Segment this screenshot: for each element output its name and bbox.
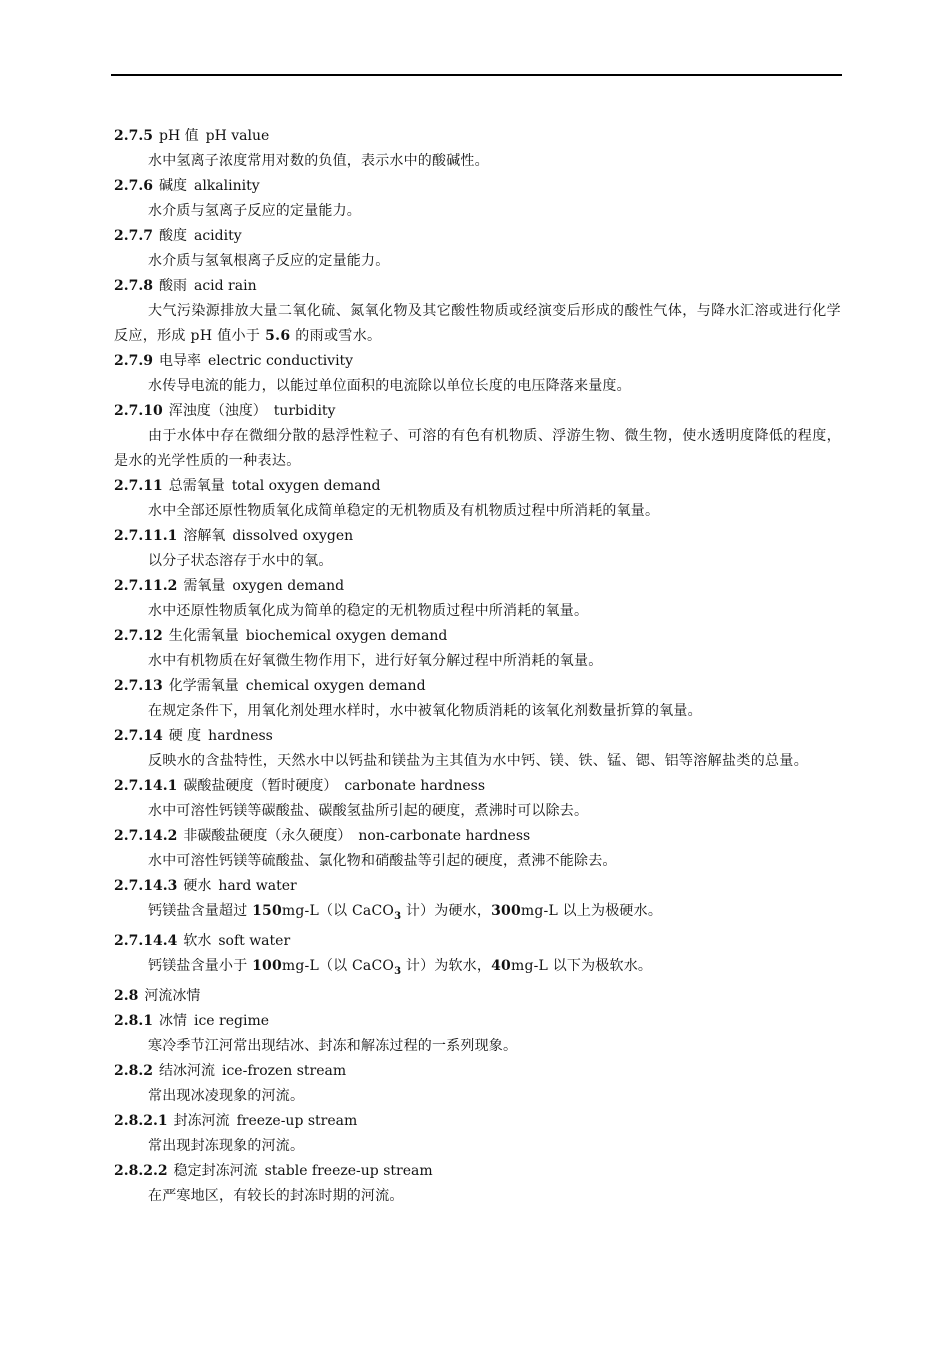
entry-hard-water: [114, 874, 841, 929]
term-en: hardness: [208, 728, 273, 744]
term-definition: 反映水的含盐特性，天然水中以钙盐和镁盐为主其值为水中钙、镁、铁、锰、锶、铝等溶解盐类的总量。: [148, 753, 809, 769]
term-number: 2.7.14.1: [114, 778, 178, 794]
definition-text: mg-L 以下为极软水。: [510, 957, 653, 974]
entry-chemical-oxygen-demand: [114, 674, 841, 724]
term-zh: 碳酸盐硬度（暂时硬度）: [183, 778, 338, 794]
section-heading-river-ice: [114, 984, 841, 1009]
term-heading: [114, 1109, 841, 1134]
term-heading: [114, 724, 841, 749]
term-en: pH value: [205, 128, 270, 144]
entry-hardness: [114, 724, 841, 774]
header-rule: [111, 74, 842, 76]
term-definition: 水介质与氢氧根离子反应的定量能力。: [148, 253, 390, 269]
term-en: dissolved oxygen: [232, 528, 354, 544]
term-heading: [114, 524, 841, 549]
document-body: [114, 124, 841, 1209]
term-number: 2.7.9: [114, 353, 153, 369]
term-number: 2.7.6: [114, 178, 153, 194]
term-zh: 生化需氧量: [168, 628, 239, 644]
entry-ice-regime: [114, 1009, 841, 1059]
term-definition: [114, 899, 841, 929]
term-heading: [114, 124, 841, 149]
term-number: 2.7.7: [114, 228, 153, 244]
term-heading: [114, 399, 841, 424]
entry-acidity: [114, 224, 841, 274]
hardness-value: 150: [252, 903, 282, 919]
entry-dissolved-oxygen: [114, 524, 841, 574]
term-definition: [114, 299, 841, 349]
term-number: 2.7.8: [114, 278, 153, 294]
entry-freeze-up-stream: [114, 1109, 841, 1159]
term-en: carbonate hardness: [344, 778, 486, 794]
term-number: 2.7.14: [114, 728, 163, 744]
term-number: 2.7.11: [114, 478, 163, 494]
term-heading: [114, 824, 841, 849]
term-definition: 水中有机物质在好氧微生物作用下，进行好氧分解过程中所消耗的氧量。: [148, 653, 603, 669]
term-zh: 电导率: [158, 353, 201, 369]
term-number: 2.8.1: [114, 1012, 153, 1029]
term-heading: [114, 224, 841, 249]
term-zh: 需氧量: [183, 578, 226, 594]
term-en: acid rain: [193, 278, 257, 294]
term-zh: 溶解氧: [183, 528, 226, 544]
section-number: 2.8: [114, 987, 139, 1004]
definition-text: mg-L（以 CaCO: [281, 957, 395, 974]
term-heading: [114, 1059, 841, 1084]
term-zh: pH 值: [158, 128, 199, 144]
term-heading: [114, 174, 841, 199]
term-heading: [114, 474, 841, 499]
entry-carbonate-hardness: [114, 774, 841, 824]
term-zh: 封冻河流: [173, 1112, 230, 1129]
term-number: 2.8.2.1: [114, 1112, 168, 1129]
term-zh: 浑浊度（浊度）: [168, 403, 267, 419]
ph-threshold-value: 5.6: [265, 328, 291, 344]
term-zh: 冰情: [158, 1012, 187, 1029]
term-heading: [114, 274, 841, 299]
term-number: 2.7.5: [114, 128, 153, 144]
entry-soft-water: [114, 929, 841, 984]
term-en: non-carbonate hardness: [358, 828, 531, 844]
term-zh: 硬水: [183, 878, 212, 894]
definition-text: 钙镁盐含量小于: [148, 957, 253, 974]
term-number: 2.7.13: [114, 678, 163, 694]
term-number: 2.7.11.1: [114, 528, 178, 544]
term-number: 2.7.10: [114, 403, 163, 419]
term-en: ice regime: [193, 1012, 270, 1029]
term-definition: 水传导电流的能力，以能过单位面积的电流除以单位长度的电压降落来量度。: [148, 378, 631, 394]
term-zh: 硬 度: [168, 728, 202, 744]
term-en: freeze-up stream: [236, 1112, 358, 1129]
term-en: ice-frozen stream: [221, 1062, 347, 1079]
term-en: turbidity: [273, 403, 336, 419]
entry-ph-value: [114, 124, 841, 174]
term-definition: 水中全部还原性物质氧化成简单稳定的无机物质及有机物质过程中所消耗的氧量。: [148, 503, 660, 519]
term-heading: [114, 874, 841, 899]
term-zh: 软水: [183, 932, 212, 949]
term-en: chemical oxygen demand: [245, 678, 426, 694]
term-zh: 碱度: [158, 178, 187, 194]
term-definition: 水中可溶性钙镁等碳酸盐、碳酸氢盐所引起的硬度，煮沸时可以除去。: [148, 803, 589, 819]
term-number: 2.7.12: [114, 628, 163, 644]
term-heading: [114, 349, 841, 374]
term-en: acidity: [193, 228, 242, 244]
definition-text: 的雨或雪水。: [290, 328, 382, 344]
term-heading: [114, 929, 841, 954]
term-definition: 在严寒地区，有较长的封冻时期的河流。: [148, 1187, 404, 1204]
term-en: biochemical oxygen demand: [245, 628, 448, 644]
entry-non-carbonate-hardness: [114, 824, 841, 874]
definition-text: 计）为软水，: [401, 957, 492, 974]
term-number: 2.7.11.2: [114, 578, 178, 594]
entry-total-oxygen-demand: [114, 474, 841, 524]
term-zh: 酸度: [158, 228, 187, 244]
term-zh: 酸雨: [158, 278, 187, 294]
hardness-value: 40: [491, 957, 511, 974]
entry-oxygen-demand: [114, 574, 841, 624]
term-definition: 水中氢离子浓度常用对数的负值，表示水中的酸碱性。: [148, 153, 489, 169]
entry-turbidity: [114, 399, 841, 474]
term-number: 2.8.2.2: [114, 1162, 168, 1179]
definition-text: 钙镁盐含量超过: [148, 903, 253, 919]
term-definition: 常出现冰凌现象的河流。: [148, 1087, 305, 1104]
term-en: hard water: [218, 878, 297, 894]
entry-stable-freeze-up-stream: [114, 1159, 841, 1209]
term-zh: 结冰河流: [158, 1062, 215, 1079]
term-definition: 由于水体中存在微细分散的悬浮性粒子、可溶的有色有机物质、浮游生物、微生物，使水透明度降低的程度，是水的光学性质的一种表达。: [114, 428, 841, 469]
term-en: oxygen demand: [232, 578, 345, 594]
term-definition: 水介质与氢离子反应的定量能力。: [148, 203, 361, 219]
term-number: 2.7.14.4: [114, 932, 178, 949]
hardness-value: 300: [491, 903, 521, 919]
term-definition: 水中可溶性钙镁等硫酸盐、氯化物和硝酸盐等引起的硬度，煮沸不能除去。: [148, 853, 617, 869]
term-number: 2.7.14.2: [114, 828, 178, 844]
term-definition: 以分子状态溶存于水中的氧。: [148, 553, 333, 569]
term-heading: [114, 674, 841, 699]
term-heading: [114, 774, 841, 799]
definition-text: 计）为硬水，: [401, 903, 492, 919]
term-heading: [114, 1159, 841, 1184]
definition-text: mg-L 以上为极硬水。: [520, 903, 663, 919]
subscript-value: 3: [394, 910, 402, 922]
entry-biochemical-oxygen-demand: [114, 624, 841, 674]
term-definition: 在规定条件下，用氧化剂处理水样时，水中被氧化物质消耗的该氧化剂数量折算的氧量。: [148, 703, 702, 719]
term-en: soft water: [218, 932, 291, 949]
term-en: total oxygen demand: [231, 478, 381, 494]
definition-text: mg-L（以 CaCO: [281, 903, 395, 919]
term-en: electric conductivity: [207, 353, 354, 369]
term-heading: [114, 1009, 841, 1034]
entry-electric-conductivity: [114, 349, 841, 399]
term-number: 2.8.2: [114, 1062, 153, 1079]
entry-ice-frozen-stream: [114, 1059, 841, 1109]
hardness-value: 100: [252, 957, 282, 974]
subscript-value: 3: [394, 965, 402, 977]
definition-text: 大气污染源排放大量二氧化硫、氮氧化物及其它酸性物质或经演变后形成的酸性气体，与降水汇溶或进行化学反应，形成 pH 值小于: [114, 303, 841, 344]
term-number: 2.7.14.3: [114, 878, 178, 894]
section-title: 河流冰情: [144, 987, 201, 1004]
term-zh: 非碳酸盐硬度（永久硬度）: [183, 828, 352, 844]
entry-alkalinity: [114, 174, 841, 224]
term-definition: 常出现封冻现象的河流。: [148, 1137, 305, 1154]
term-definition: 寒冷季节江河常出现结冰、封冻和解冻过程的一系列现象。: [148, 1037, 518, 1054]
entry-acid-rain: [114, 274, 841, 349]
term-en: alkalinity: [193, 178, 260, 194]
term-zh: 稳定封冻河流: [173, 1162, 258, 1179]
term-zh: 总需氧量: [168, 478, 225, 494]
term-en: stable freeze-up stream: [264, 1162, 433, 1179]
term-heading: [114, 574, 841, 599]
term-zh: 化学需氧量: [168, 678, 239, 694]
term-definition: [114, 954, 841, 984]
term-definition: 水中还原性物质氧化成为简单的稳定的无机物质过程中所消耗的氧量。: [148, 603, 589, 619]
term-heading: [114, 624, 841, 649]
